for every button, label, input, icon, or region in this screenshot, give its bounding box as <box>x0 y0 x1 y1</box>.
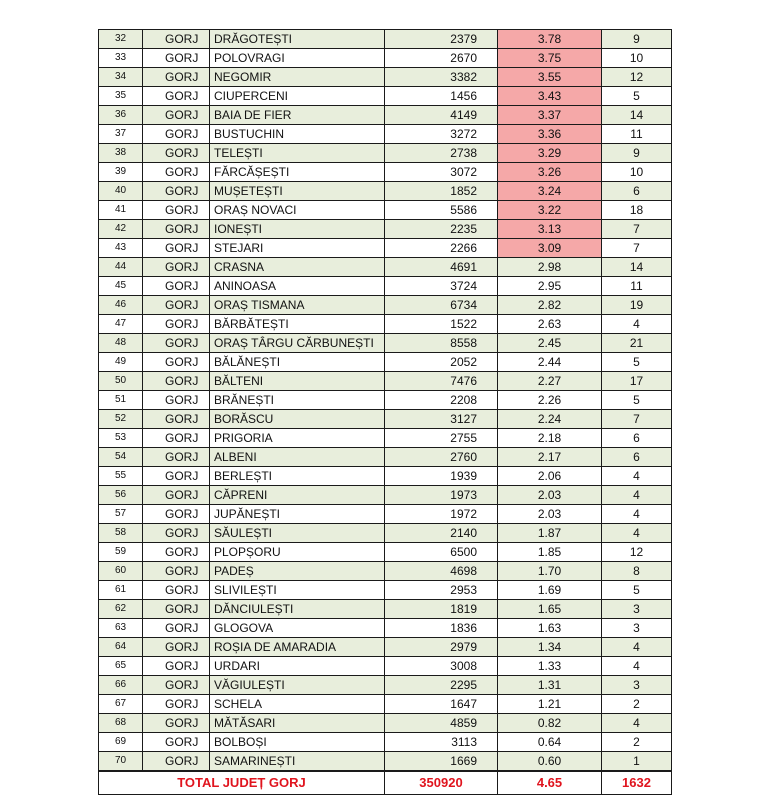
incidence-rate-cell: 3.55 <box>498 68 602 87</box>
incidence-rate-cell: 2.45 <box>498 334 602 353</box>
cases-cell: 4 <box>602 486 672 505</box>
table-row <box>99 524 672 543</box>
table-row <box>99 638 672 657</box>
population-cell: 1647 <box>385 695 498 714</box>
locality-name-cell: PADEȘ <box>210 562 385 581</box>
population-cell: 1819 <box>385 600 498 619</box>
total-cases: 1632 <box>602 771 672 795</box>
table-row <box>99 30 672 49</box>
table-row <box>99 429 672 448</box>
locality-name-cell: BAIA DE FIER <box>210 106 385 125</box>
table-row <box>99 695 672 714</box>
row-index-cell: 63 <box>99 619 143 638</box>
table-row <box>99 581 672 600</box>
incidence-rate-cell: 1.69 <box>498 581 602 600</box>
table-row <box>99 714 672 733</box>
table-row <box>99 486 672 505</box>
locality-name-cell: FĂRCĂȘEȘTI <box>210 163 385 182</box>
table-row <box>99 410 672 429</box>
county-cell: GORJ <box>143 524 210 543</box>
county-cell: GORJ <box>143 581 210 600</box>
row-index-cell: 50 <box>99 372 143 391</box>
locality-name-cell: BRĂNEȘTI <box>210 391 385 410</box>
locality-name-cell: BERLEȘTI <box>210 467 385 486</box>
population-cell: 7476 <box>385 372 498 391</box>
cases-cell: 4 <box>602 467 672 486</box>
locality-name-cell: DĂNCIULEȘTI <box>210 600 385 619</box>
row-index-cell: 32 <box>99 30 143 49</box>
county-cell: GORJ <box>143 49 210 68</box>
county-cell: GORJ <box>143 752 210 772</box>
table-row <box>99 657 672 676</box>
row-index-cell: 68 <box>99 714 143 733</box>
county-cell: GORJ <box>143 144 210 163</box>
incidence-table-sheet <box>98 29 671 795</box>
population-cell: 2295 <box>385 676 498 695</box>
incidence-rate-cell: 1.34 <box>498 638 602 657</box>
county-cell: GORJ <box>143 638 210 657</box>
county-cell: GORJ <box>143 505 210 524</box>
row-index-cell: 49 <box>99 353 143 372</box>
table-row <box>99 125 672 144</box>
cases-cell: 4 <box>602 714 672 733</box>
row-index-cell: 34 <box>99 68 143 87</box>
table-row <box>99 87 672 106</box>
locality-name-cell: BORĂSCU <box>210 410 385 429</box>
table-row <box>99 543 672 562</box>
locality-name-cell: CIUPERCENI <box>210 87 385 106</box>
table-row <box>99 220 672 239</box>
locality-name-cell: SAMARINEȘTI <box>210 752 385 772</box>
row-index-cell: 60 <box>99 562 143 581</box>
row-index-cell: 54 <box>99 448 143 467</box>
locality-name-cell: GLOGOVA <box>210 619 385 638</box>
cases-cell: 5 <box>602 353 672 372</box>
row-index-cell: 70 <box>99 752 143 772</box>
incidence-rate-cell: 0.64 <box>498 733 602 752</box>
row-index-cell: 38 <box>99 144 143 163</box>
table-row <box>99 391 672 410</box>
incidence-rate-cell: 3.75 <box>498 49 602 68</box>
incidence-rate-cell: 1.87 <box>498 524 602 543</box>
county-cell: GORJ <box>143 334 210 353</box>
cases-cell: 3 <box>602 676 672 695</box>
population-cell: 2755 <box>385 429 498 448</box>
county-cell: GORJ <box>143 220 210 239</box>
cases-cell: 4 <box>602 657 672 676</box>
population-cell: 3127 <box>385 410 498 429</box>
locality-name-cell: PRIGORIA <box>210 429 385 448</box>
incidence-rate-cell: 2.98 <box>498 258 602 277</box>
population-cell: 5586 <box>385 201 498 220</box>
locality-name-cell: ORAȘ TÂRGU CĂRBUNEȘTI <box>210 334 385 353</box>
incidence-rate-cell: 3.37 <box>498 106 602 125</box>
cases-cell: 4 <box>602 638 672 657</box>
population-cell: 1852 <box>385 182 498 201</box>
table-row <box>99 239 672 258</box>
incidence-rate-cell: 3.13 <box>498 220 602 239</box>
population-cell: 4691 <box>385 258 498 277</box>
locality-name-cell: URDARI <box>210 657 385 676</box>
cases-cell: 10 <box>602 49 672 68</box>
county-cell: GORJ <box>143 410 210 429</box>
cases-cell: 2 <box>602 733 672 752</box>
table-row <box>99 353 672 372</box>
table-row <box>99 201 672 220</box>
incidence-rate-cell: 3.22 <box>498 201 602 220</box>
county-cell: GORJ <box>143 296 210 315</box>
table-row <box>99 258 672 277</box>
cases-cell: 8 <box>602 562 672 581</box>
locality-name-cell: BĂRBĂTEȘTI <box>210 315 385 334</box>
table-row <box>99 182 672 201</box>
locality-name-cell: ORAȘ TISMANA <box>210 296 385 315</box>
row-index-cell: 57 <box>99 505 143 524</box>
table-row <box>99 334 672 353</box>
incidence-rate-cell: 0.60 <box>498 752 602 772</box>
cases-cell: 5 <box>602 391 672 410</box>
row-index-cell: 42 <box>99 220 143 239</box>
county-cell: GORJ <box>143 467 210 486</box>
locality-name-cell: TELEȘTI <box>210 144 385 163</box>
locality-name-cell: BĂLĂNEȘTI <box>210 353 385 372</box>
population-cell: 2979 <box>385 638 498 657</box>
population-cell: 4149 <box>385 106 498 125</box>
population-cell: 6734 <box>385 296 498 315</box>
table-row <box>99 676 672 695</box>
locality-name-cell: NEGOMIR <box>210 68 385 87</box>
cases-cell: 10 <box>602 163 672 182</box>
population-cell: 1456 <box>385 87 498 106</box>
incidence-rate-cell: 1.31 <box>498 676 602 695</box>
cases-cell: 4 <box>602 524 672 543</box>
row-index-cell: 58 <box>99 524 143 543</box>
county-cell: GORJ <box>143 315 210 334</box>
population-cell: 3113 <box>385 733 498 752</box>
population-cell: 2738 <box>385 144 498 163</box>
row-index-cell: 61 <box>99 581 143 600</box>
county-cell: GORJ <box>143 562 210 581</box>
cases-cell: 5 <box>602 581 672 600</box>
incidence-rate-cell: 2.18 <box>498 429 602 448</box>
population-cell: 2140 <box>385 524 498 543</box>
locality-name-cell: BOLBOȘI <box>210 733 385 752</box>
population-cell: 6500 <box>385 543 498 562</box>
cases-cell: 11 <box>602 277 672 296</box>
table-row <box>99 144 672 163</box>
population-cell: 1669 <box>385 752 498 772</box>
incidence-rate-cell: 2.03 <box>498 505 602 524</box>
county-cell: GORJ <box>143 429 210 448</box>
population-cell: 1973 <box>385 486 498 505</box>
locality-name-cell: IONEȘTI <box>210 220 385 239</box>
locality-name-cell: DRĂGOTEȘTI <box>210 30 385 49</box>
county-cell: GORJ <box>143 87 210 106</box>
incidence-rate-cell: 2.24 <box>498 410 602 429</box>
population-cell: 4698 <box>385 562 498 581</box>
county-cell: GORJ <box>143 600 210 619</box>
total-label: TOTAL JUDEȚ GORJ <box>99 771 385 795</box>
incidence-rate-cell: 2.06 <box>498 467 602 486</box>
locality-name-cell: MĂTĂSARI <box>210 714 385 733</box>
county-cell: GORJ <box>143 619 210 638</box>
cases-cell: 14 <box>602 258 672 277</box>
population-cell: 1939 <box>385 467 498 486</box>
table-row <box>99 619 672 638</box>
row-index-cell: 46 <box>99 296 143 315</box>
cases-cell: 7 <box>602 239 672 258</box>
row-index-cell: 55 <box>99 467 143 486</box>
row-index-cell: 33 <box>99 49 143 68</box>
locality-name-cell: STEJARI <box>210 239 385 258</box>
incidence-rate-cell: 3.43 <box>498 87 602 106</box>
incidence-rate-cell: 3.24 <box>498 182 602 201</box>
county-cell: GORJ <box>143 695 210 714</box>
incidence-rate-cell: 1.85 <box>498 543 602 562</box>
incidence-rate-cell: 2.95 <box>498 277 602 296</box>
locality-name-cell: VĂGIULEȘTI <box>210 676 385 695</box>
table-row <box>99 448 672 467</box>
county-cell: GORJ <box>143 201 210 220</box>
row-index-cell: 56 <box>99 486 143 505</box>
incidence-rate-cell: 3.78 <box>498 30 602 49</box>
row-index-cell: 65 <box>99 657 143 676</box>
cases-cell: 19 <box>602 296 672 315</box>
incidence-rate-cell: 2.17 <box>498 448 602 467</box>
locality-name-cell: CĂPRENI <box>210 486 385 505</box>
cases-cell: 9 <box>602 30 672 49</box>
cases-cell: 3 <box>602 600 672 619</box>
table-body <box>99 30 672 795</box>
incidence-rate-cell: 1.70 <box>498 562 602 581</box>
population-cell: 2266 <box>385 239 498 258</box>
incidence-rate-cell: 1.33 <box>498 657 602 676</box>
total-population: 350920 <box>385 771 498 795</box>
table-row <box>99 277 672 296</box>
incidence-table <box>98 29 672 795</box>
population-cell: 3008 <box>385 657 498 676</box>
county-cell: GORJ <box>143 239 210 258</box>
population-cell: 4859 <box>385 714 498 733</box>
row-index-cell: 59 <box>99 543 143 562</box>
county-cell: GORJ <box>143 353 210 372</box>
population-cell: 2052 <box>385 353 498 372</box>
row-index-cell: 62 <box>99 600 143 619</box>
table-row <box>99 372 672 391</box>
county-cell: GORJ <box>143 182 210 201</box>
incidence-rate-cell: 2.63 <box>498 315 602 334</box>
table-row <box>99 163 672 182</box>
table-row <box>99 106 672 125</box>
locality-name-cell: ROȘIA DE AMARADIA <box>210 638 385 657</box>
locality-name-cell: POLOVRAGI <box>210 49 385 68</box>
row-index-cell: 40 <box>99 182 143 201</box>
cases-cell: 11 <box>602 125 672 144</box>
row-index-cell: 48 <box>99 334 143 353</box>
locality-name-cell: SLIVILEȘTI <box>210 581 385 600</box>
incidence-rate-cell: 0.82 <box>498 714 602 733</box>
row-index-cell: 35 <box>99 87 143 106</box>
cases-cell: 4 <box>602 315 672 334</box>
table-row <box>99 49 672 68</box>
incidence-rate-cell: 1.63 <box>498 619 602 638</box>
locality-name-cell: BUSTUCHIN <box>210 125 385 144</box>
county-cell: GORJ <box>143 657 210 676</box>
population-cell: 2235 <box>385 220 498 239</box>
table-row <box>99 505 672 524</box>
row-index-cell: 44 <box>99 258 143 277</box>
row-index-cell: 37 <box>99 125 143 144</box>
incidence-rate-cell: 2.44 <box>498 353 602 372</box>
total-rate: 4.65 <box>498 771 602 795</box>
locality-name-cell: SĂULEȘTI <box>210 524 385 543</box>
locality-name-cell: ORAȘ NOVACI <box>210 201 385 220</box>
cases-cell: 6 <box>602 429 672 448</box>
cases-cell: 6 <box>602 182 672 201</box>
incidence-rate-cell: 1.21 <box>498 695 602 714</box>
table-row <box>99 68 672 87</box>
county-cell: GORJ <box>143 258 210 277</box>
row-index-cell: 51 <box>99 391 143 410</box>
cases-cell: 5 <box>602 87 672 106</box>
row-index-cell: 36 <box>99 106 143 125</box>
row-index-cell: 43 <box>99 239 143 258</box>
table-row <box>99 467 672 486</box>
table-row <box>99 562 672 581</box>
population-cell: 1972 <box>385 505 498 524</box>
row-index-cell: 66 <box>99 676 143 695</box>
incidence-rate-cell: 3.36 <box>498 125 602 144</box>
table-row <box>99 296 672 315</box>
county-cell: GORJ <box>143 391 210 410</box>
row-index-cell: 67 <box>99 695 143 714</box>
population-cell: 2208 <box>385 391 498 410</box>
county-cell: GORJ <box>143 125 210 144</box>
cases-cell: 12 <box>602 68 672 87</box>
cases-cell: 6 <box>602 448 672 467</box>
population-cell: 3724 <box>385 277 498 296</box>
population-cell: 3072 <box>385 163 498 182</box>
cases-cell: 17 <box>602 372 672 391</box>
population-cell: 8558 <box>385 334 498 353</box>
population-cell: 2379 <box>385 30 498 49</box>
population-cell: 3382 <box>385 68 498 87</box>
row-index-cell: 45 <box>99 277 143 296</box>
table-row <box>99 315 672 334</box>
row-index-cell: 47 <box>99 315 143 334</box>
cases-cell: 21 <box>602 334 672 353</box>
locality-name-cell: BĂLTENI <box>210 372 385 391</box>
cases-cell: 14 <box>602 106 672 125</box>
county-cell: GORJ <box>143 676 210 695</box>
incidence-rate-cell: 1.65 <box>498 600 602 619</box>
row-index-cell: 64 <box>99 638 143 657</box>
incidence-rate-cell: 2.26 <box>498 391 602 410</box>
county-cell: GORJ <box>143 106 210 125</box>
county-cell: GORJ <box>143 68 210 87</box>
county-cell: GORJ <box>143 30 210 49</box>
county-cell: GORJ <box>143 448 210 467</box>
locality-name-cell: ALBENI <box>210 448 385 467</box>
locality-name-cell: JUPĂNEȘTI <box>210 505 385 524</box>
locality-name-cell: PLOPȘORU <box>210 543 385 562</box>
cases-cell: 1 <box>602 752 672 772</box>
population-cell: 1522 <box>385 315 498 334</box>
population-cell: 3272 <box>385 125 498 144</box>
locality-name-cell: SCHELA <box>210 695 385 714</box>
table-row <box>99 733 672 752</box>
incidence-rate-cell: 2.27 <box>498 372 602 391</box>
county-cell: GORJ <box>143 486 210 505</box>
row-index-cell: 69 <box>99 733 143 752</box>
incidence-rate-cell: 2.03 <box>498 486 602 505</box>
population-cell: 2760 <box>385 448 498 467</box>
incidence-rate-cell: 3.29 <box>498 144 602 163</box>
county-cell: GORJ <box>143 543 210 562</box>
cases-cell: 7 <box>602 410 672 429</box>
county-cell: GORJ <box>143 733 210 752</box>
table-row <box>99 600 672 619</box>
cases-cell: 12 <box>602 543 672 562</box>
locality-name-cell: MUȘETEȘTI <box>210 182 385 201</box>
incidence-rate-cell: 3.26 <box>498 163 602 182</box>
cases-cell: 3 <box>602 619 672 638</box>
row-index-cell: 52 <box>99 410 143 429</box>
incidence-rate-cell: 2.82 <box>498 296 602 315</box>
cases-cell: 4 <box>602 505 672 524</box>
row-index-cell: 41 <box>99 201 143 220</box>
row-index-cell: 53 <box>99 429 143 448</box>
incidence-rate-cell: 3.09 <box>498 239 602 258</box>
population-cell: 1836 <box>385 619 498 638</box>
cases-cell: 9 <box>602 144 672 163</box>
total-row <box>99 771 672 795</box>
county-cell: GORJ <box>143 163 210 182</box>
population-cell: 2670 <box>385 49 498 68</box>
county-cell: GORJ <box>143 372 210 391</box>
cases-cell: 18 <box>602 201 672 220</box>
cases-cell: 7 <box>602 220 672 239</box>
table-row <box>99 752 672 772</box>
population-cell: 2953 <box>385 581 498 600</box>
county-cell: GORJ <box>143 714 210 733</box>
cases-cell: 2 <box>602 695 672 714</box>
county-cell: GORJ <box>143 277 210 296</box>
locality-name-cell: CRASNA <box>210 258 385 277</box>
row-index-cell: 39 <box>99 163 143 182</box>
locality-name-cell: ANINOASA <box>210 277 385 296</box>
